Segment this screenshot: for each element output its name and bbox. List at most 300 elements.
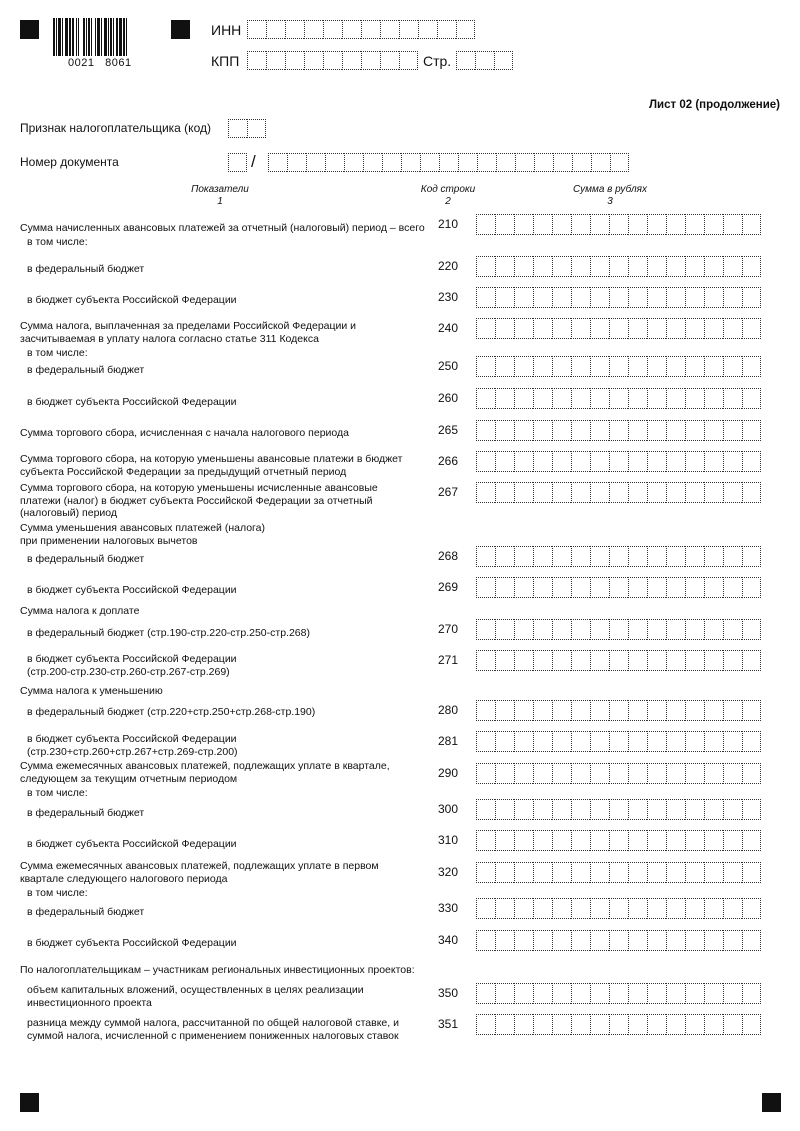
input-cell[interactable] [685,577,704,598]
input-cell[interactable] [476,451,495,472]
input-cell[interactable] [685,214,704,235]
input-cell[interactable] [666,451,685,472]
input-cell[interactable] [609,482,628,503]
input-cell[interactable] [514,482,533,503]
input-cell[interactable] [266,51,285,70]
amount-field-250[interactable] [476,356,761,377]
input-cell[interactable] [476,862,495,883]
amount-field-220[interactable] [476,256,761,277]
input-cell[interactable] [609,799,628,820]
input-cell[interactable] [723,830,742,851]
input-cell[interactable] [628,930,647,951]
input-cell[interactable] [647,763,666,784]
input-cell[interactable] [306,153,325,172]
input-cell[interactable] [571,862,590,883]
input-cell[interactable] [533,862,552,883]
input-cell[interactable] [590,700,609,721]
input-cell[interactable] [571,700,590,721]
input-cell[interactable] [420,153,439,172]
page-number-field[interactable] [456,51,513,70]
input-cell[interactable] [571,356,590,377]
input-cell[interactable] [723,983,742,1004]
input-cell[interactable] [590,420,609,441]
input-cell[interactable] [533,930,552,951]
input-cell[interactable] [723,799,742,820]
input-cell[interactable] [723,763,742,784]
amount-field-265[interactable] [476,420,761,441]
input-cell[interactable] [628,983,647,1004]
input-cell[interactable] [685,451,704,472]
input-cell[interactable] [533,318,552,339]
amount-field-266[interactable] [476,451,761,472]
input-cell[interactable] [609,619,628,640]
input-cell[interactable] [666,619,685,640]
input-cell[interactable] [571,420,590,441]
input-cell[interactable] [514,983,533,1004]
input-cell[interactable] [514,546,533,567]
input-cell[interactable] [723,388,742,409]
input-cell[interactable] [666,930,685,951]
input-cell[interactable] [571,619,590,640]
input-cell[interactable] [742,619,761,640]
input-cell[interactable] [685,356,704,377]
input-cell[interactable] [571,256,590,277]
input-cell[interactable] [609,318,628,339]
input-cell[interactable] [552,214,571,235]
input-cell[interactable] [476,731,495,752]
input-cell[interactable] [399,20,418,39]
input-cell[interactable] [723,1014,742,1035]
document-number-prefix-field[interactable] [228,153,247,172]
input-cell[interactable] [495,546,514,567]
input-cell[interactable] [514,763,533,784]
input-cell[interactable] [590,930,609,951]
input-cell[interactable] [742,862,761,883]
input-cell[interactable] [477,153,496,172]
input-cell[interactable] [704,214,723,235]
input-cell[interactable] [723,898,742,919]
input-cell[interactable] [476,577,495,598]
input-cell[interactable] [609,898,628,919]
input-cell[interactable] [591,153,610,172]
input-cell[interactable] [590,256,609,277]
input-cell[interactable] [704,256,723,277]
input-cell[interactable] [742,318,761,339]
input-cell[interactable] [685,256,704,277]
input-cell[interactable] [287,153,306,172]
input-cell[interactable] [685,1014,704,1035]
input-cell[interactable] [704,451,723,472]
amount-field-330[interactable] [476,898,761,919]
input-cell[interactable] [647,451,666,472]
input-cell[interactable] [609,1014,628,1035]
amount-field-240[interactable] [476,318,761,339]
amount-field-268[interactable] [476,546,761,567]
input-cell[interactable] [742,388,761,409]
input-cell[interactable] [533,420,552,441]
input-cell[interactable] [742,650,761,671]
amount-field-310[interactable] [476,830,761,851]
input-cell[interactable] [723,451,742,472]
input-cell[interactable] [742,482,761,503]
input-cell[interactable] [704,763,723,784]
input-cell[interactable] [571,763,590,784]
input-cell[interactable] [533,799,552,820]
input-cell[interactable] [685,318,704,339]
input-cell[interactable] [704,1014,723,1035]
input-cell[interactable] [571,898,590,919]
input-cell[interactable] [534,153,553,172]
input-cell[interactable] [342,51,361,70]
input-cell[interactable] [704,799,723,820]
input-cell[interactable] [685,619,704,640]
amount-field-351[interactable] [476,1014,761,1035]
input-cell[interactable] [628,356,647,377]
input-cell[interactable] [399,51,418,70]
input-cell[interactable] [610,153,629,172]
input-cell[interactable] [552,731,571,752]
input-cell[interactable] [514,731,533,752]
amount-field-267[interactable] [476,482,761,503]
input-cell[interactable] [456,51,475,70]
input-cell[interactable] [647,577,666,598]
input-cell[interactable] [476,318,495,339]
input-cell[interactable] [514,650,533,671]
input-cell[interactable] [742,256,761,277]
input-cell[interactable] [704,420,723,441]
input-cell[interactable] [495,356,514,377]
input-cell[interactable] [266,20,285,39]
input-cell[interactable] [609,731,628,752]
input-cell[interactable] [533,214,552,235]
input-cell[interactable] [666,731,685,752]
input-cell[interactable] [458,153,477,172]
input-cell[interactable] [514,619,533,640]
input-cell[interactable] [552,546,571,567]
input-cell[interactable] [495,388,514,409]
input-cell[interactable] [590,356,609,377]
taxpayer-sign-field[interactable] [228,119,266,138]
input-cell[interactable] [552,619,571,640]
input-cell[interactable] [742,898,761,919]
input-cell[interactable] [495,482,514,503]
input-cell[interactable] [514,318,533,339]
input-cell[interactable] [704,862,723,883]
input-cell[interactable] [609,930,628,951]
input-cell[interactable] [742,700,761,721]
input-cell[interactable] [609,356,628,377]
input-cell[interactable] [361,51,380,70]
input-cell[interactable] [590,577,609,598]
input-cell[interactable] [666,700,685,721]
input-cell[interactable] [590,898,609,919]
input-cell[interactable] [666,256,685,277]
input-cell[interactable] [609,700,628,721]
input-cell[interactable] [590,214,609,235]
input-cell[interactable] [325,153,344,172]
input-cell[interactable] [533,830,552,851]
input-cell[interactable] [552,700,571,721]
input-cell[interactable] [552,388,571,409]
input-cell[interactable] [514,1014,533,1035]
input-cell[interactable] [647,731,666,752]
input-cell[interactable] [552,318,571,339]
input-cell[interactable] [704,619,723,640]
input-cell[interactable] [495,420,514,441]
amount-field-260[interactable] [476,388,761,409]
input-cell[interactable] [628,830,647,851]
input-cell[interactable] [495,700,514,721]
input-cell[interactable] [590,287,609,308]
input-cell[interactable] [723,650,742,671]
input-cell[interactable] [742,1014,761,1035]
input-cell[interactable] [514,930,533,951]
input-cell[interactable] [742,451,761,472]
input-cell[interactable] [476,898,495,919]
input-cell[interactable] [628,420,647,441]
input-cell[interactable] [476,256,495,277]
input-cell[interactable] [704,577,723,598]
input-cell[interactable] [704,930,723,951]
input-cell[interactable] [628,619,647,640]
input-cell[interactable] [571,388,590,409]
input-cell[interactable] [628,577,647,598]
input-cell[interactable] [476,546,495,567]
input-cell[interactable] [628,1014,647,1035]
input-cell[interactable] [285,20,304,39]
input-cell[interactable] [666,862,685,883]
input-cell[interactable] [647,983,666,1004]
input-cell[interactable] [723,731,742,752]
input-cell[interactable] [552,577,571,598]
input-cell[interactable] [628,318,647,339]
input-cell[interactable] [723,420,742,441]
input-cell[interactable] [533,356,552,377]
input-cell[interactable] [571,451,590,472]
input-cell[interactable] [514,356,533,377]
input-cell[interactable] [590,830,609,851]
input-cell[interactable] [685,650,704,671]
input-cell[interactable] [628,799,647,820]
input-cell[interactable] [742,287,761,308]
input-cell[interactable] [704,546,723,567]
input-cell[interactable] [495,930,514,951]
input-cell[interactable] [363,153,382,172]
input-cell[interactable] [533,650,552,671]
input-cell[interactable] [609,256,628,277]
input-cell[interactable] [476,763,495,784]
input-cell[interactable] [514,256,533,277]
input-cell[interactable] [609,546,628,567]
input-cell[interactable] [514,388,533,409]
input-cell[interactable] [609,388,628,409]
input-cell[interactable] [704,482,723,503]
input-cell[interactable] [552,930,571,951]
input-cell[interactable] [647,546,666,567]
input-cell[interactable] [590,1014,609,1035]
input-cell[interactable] [742,546,761,567]
input-cell[interactable] [647,318,666,339]
input-cell[interactable] [495,650,514,671]
input-cell[interactable] [514,214,533,235]
input-cell[interactable] [418,20,437,39]
input-cell[interactable] [495,619,514,640]
input-cell[interactable] [609,420,628,441]
input-cell[interactable] [685,731,704,752]
input-cell[interactable] [609,577,628,598]
input-cell[interactable] [247,20,266,39]
input-cell[interactable] [514,577,533,598]
input-cell[interactable] [628,862,647,883]
input-cell[interactable] [571,1014,590,1035]
input-cell[interactable] [609,862,628,883]
input-cell[interactable] [647,619,666,640]
input-cell[interactable] [476,983,495,1004]
input-cell[interactable] [742,214,761,235]
input-cell[interactable] [666,650,685,671]
input-cell[interactable] [704,700,723,721]
input-cell[interactable] [533,763,552,784]
input-cell[interactable] [476,619,495,640]
input-cell[interactable] [476,1014,495,1035]
input-cell[interactable] [495,830,514,851]
input-cell[interactable] [495,1014,514,1035]
input-cell[interactable] [552,650,571,671]
input-cell[interactable] [495,862,514,883]
input-cell[interactable] [476,830,495,851]
input-cell[interactable] [647,420,666,441]
input-cell[interactable] [571,731,590,752]
input-cell[interactable] [685,898,704,919]
input-cell[interactable] [495,451,514,472]
input-cell[interactable] [476,799,495,820]
input-cell[interactable] [685,546,704,567]
input-cell[interactable] [571,482,590,503]
input-cell[interactable] [685,862,704,883]
input-cell[interactable] [628,287,647,308]
input-cell[interactable] [476,356,495,377]
input-cell[interactable] [380,20,399,39]
input-cell[interactable] [647,1014,666,1035]
input-cell[interactable] [304,20,323,39]
input-cell[interactable] [228,119,247,138]
input-cell[interactable] [552,356,571,377]
input-cell[interactable] [533,451,552,472]
input-cell[interactable] [514,830,533,851]
input-cell[interactable] [571,318,590,339]
input-cell[interactable] [590,650,609,671]
input-cell[interactable] [628,546,647,567]
input-cell[interactable] [666,546,685,567]
input-cell[interactable] [666,356,685,377]
input-cell[interactable] [553,153,572,172]
input-cell[interactable] [742,420,761,441]
input-cell[interactable] [590,451,609,472]
input-cell[interactable] [685,763,704,784]
input-cell[interactable] [742,356,761,377]
input-cell[interactable] [380,51,399,70]
input-cell[interactable] [552,1014,571,1035]
amount-field-340[interactable] [476,930,761,951]
input-cell[interactable] [628,898,647,919]
input-cell[interactable] [552,482,571,503]
input-cell[interactable] [552,830,571,851]
input-cell[interactable] [590,388,609,409]
amount-field-280[interactable] [476,700,761,721]
input-cell[interactable] [704,388,723,409]
input-cell[interactable] [647,287,666,308]
input-cell[interactable] [495,898,514,919]
input-cell[interactable] [628,451,647,472]
input-cell[interactable] [476,420,495,441]
input-cell[interactable] [495,799,514,820]
input-cell[interactable] [666,318,685,339]
input-cell[interactable] [533,577,552,598]
input-cell[interactable] [609,451,628,472]
input-cell[interactable] [666,898,685,919]
input-cell[interactable] [495,256,514,277]
input-cell[interactable] [685,420,704,441]
input-cell[interactable] [456,20,475,39]
input-cell[interactable] [552,763,571,784]
input-cell[interactable] [647,930,666,951]
input-cell[interactable] [647,799,666,820]
input-cell[interactable] [533,482,552,503]
input-cell[interactable] [723,356,742,377]
input-cell[interactable] [590,763,609,784]
input-cell[interactable] [666,830,685,851]
input-cell[interactable] [666,577,685,598]
input-cell[interactable] [476,930,495,951]
input-cell[interactable] [628,731,647,752]
input-cell[interactable] [533,898,552,919]
input-cell[interactable] [494,51,513,70]
input-cell[interactable] [247,119,266,138]
input-cell[interactable] [533,388,552,409]
input-cell[interactable] [742,830,761,851]
input-cell[interactable] [704,898,723,919]
input-cell[interactable] [304,51,323,70]
input-cell[interactable] [247,51,266,70]
input-cell[interactable] [647,830,666,851]
input-cell[interactable] [723,482,742,503]
input-cell[interactable] [609,650,628,671]
input-cell[interactable] [647,700,666,721]
input-cell[interactable] [514,287,533,308]
input-cell[interactable] [685,930,704,951]
input-cell[interactable] [323,51,342,70]
input-cell[interactable] [723,619,742,640]
input-cell[interactable] [361,20,380,39]
input-cell[interactable] [268,153,287,172]
amount-field-281[interactable] [476,731,761,752]
input-cell[interactable] [704,650,723,671]
input-cell[interactable] [571,650,590,671]
input-cell[interactable] [742,983,761,1004]
input-cell[interactable] [323,20,342,39]
input-cell[interactable] [571,983,590,1004]
input-cell[interactable] [552,862,571,883]
input-cell[interactable] [590,546,609,567]
input-cell[interactable] [723,287,742,308]
input-cell[interactable] [628,256,647,277]
input-cell[interactable] [628,482,647,503]
inn-field[interactable] [247,20,475,39]
input-cell[interactable] [552,898,571,919]
input-cell[interactable] [514,799,533,820]
input-cell[interactable] [590,862,609,883]
input-cell[interactable] [723,700,742,721]
